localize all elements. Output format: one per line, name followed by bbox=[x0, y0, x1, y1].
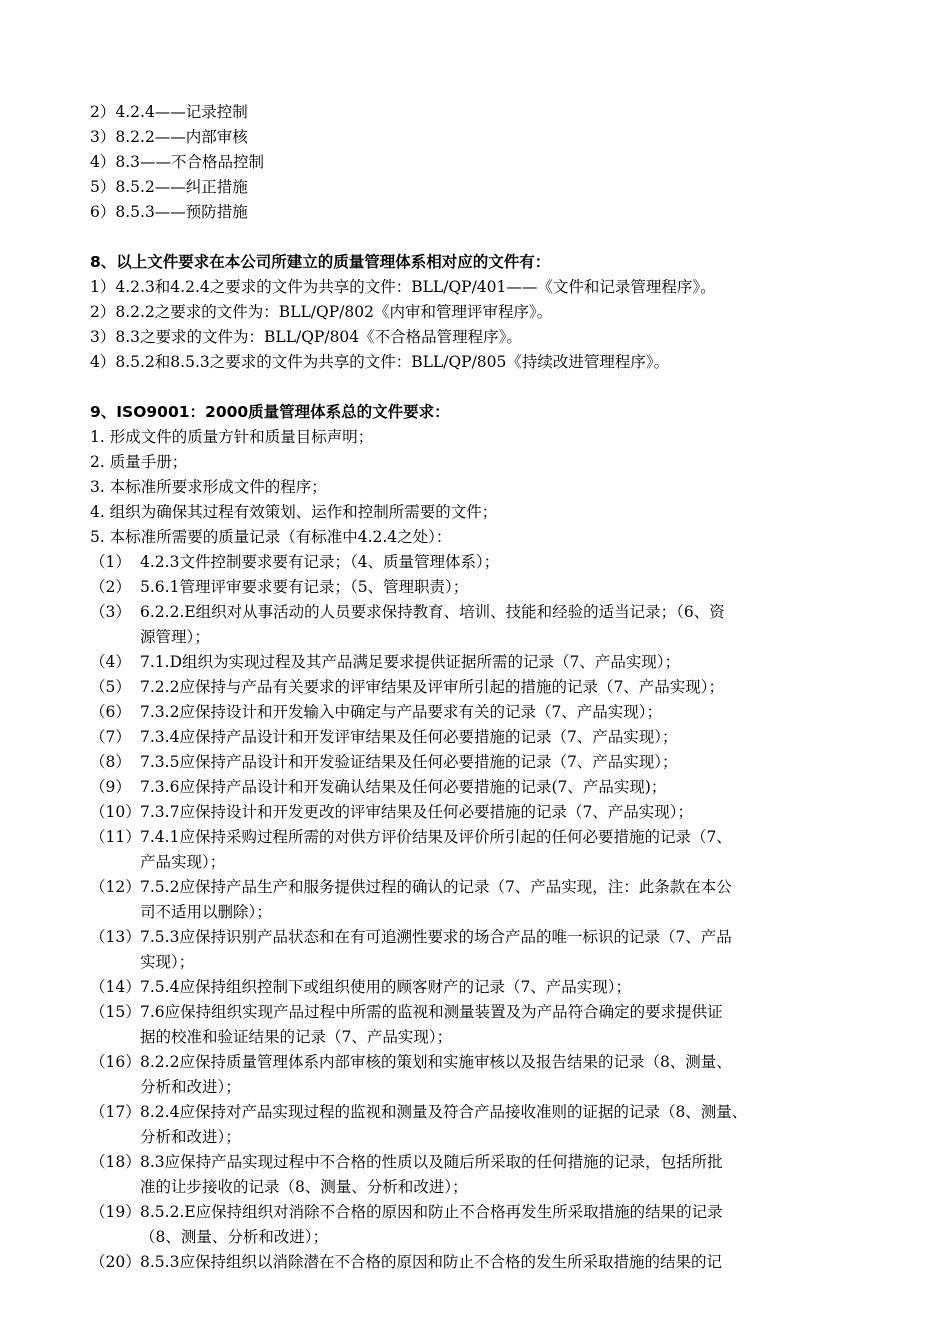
record-item bbox=[90, 550, 890, 575]
list-item: 4. 组织为确保其过程有效策划、运作和控制所需要的文件； bbox=[90, 503, 498, 521]
record-text-line: 司不适用以删除）； bbox=[140, 903, 272, 921]
record-item bbox=[90, 700, 890, 725]
record-text-line: 7.3.7应保持设计和开发更改的评审结果及任何必要措施的记录（7、产品实现）； bbox=[140, 803, 694, 821]
spacer bbox=[90, 225, 890, 250]
record-item bbox=[90, 575, 890, 600]
record-text bbox=[140, 775, 890, 800]
list-item: 6）8.5.3——预防措施 bbox=[90, 203, 248, 221]
record-number: （1） bbox=[90, 553, 131, 571]
record-text bbox=[140, 800, 890, 825]
record-text-line: 8.2.4应保持对产品实现过程的监视和测量及符合产品接收准则的证据的记录（8、测量、 bbox=[140, 1103, 748, 1121]
list-item: 2. 质量手册； bbox=[90, 453, 188, 471]
record-number: （12） bbox=[90, 878, 141, 896]
list-item: 5）8.5.2——纠正措施 bbox=[90, 178, 248, 196]
record-item bbox=[90, 600, 890, 650]
record-text bbox=[140, 650, 890, 675]
list-item: 3）8.2.2——内部审核 bbox=[90, 128, 248, 146]
record-text bbox=[140, 1250, 890, 1275]
record-number: （11） bbox=[90, 828, 141, 846]
record-item bbox=[90, 675, 890, 700]
record-item bbox=[90, 825, 890, 875]
record-number: （5） bbox=[90, 678, 131, 696]
record-item bbox=[90, 1200, 890, 1250]
record-text bbox=[140, 1000, 890, 1050]
list-item: 5. 本标准所需要的质量记录（有标准中4.2.4之处）： bbox=[90, 528, 452, 546]
document-page bbox=[90, 100, 890, 1275]
record-number: （6） bbox=[90, 703, 131, 721]
record-text bbox=[140, 1200, 890, 1250]
record-number: （20） bbox=[90, 1253, 141, 1271]
record-text bbox=[140, 725, 890, 750]
list-item: 4）8.5.2和8.5.3之要求的文件为共享的文件：BLL/QP/805《持续改进管理程序》。 bbox=[90, 353, 670, 371]
record-number: （8） bbox=[90, 753, 131, 771]
record-text bbox=[140, 825, 890, 875]
record-number: （3） bbox=[90, 603, 131, 621]
spacer bbox=[90, 375, 890, 400]
record-number: （2） bbox=[90, 578, 131, 596]
record-text-line: 8.5.3应保持组织以消除潜在不合格的原因和防止不合格的发生所采取措施的结果的记 bbox=[140, 1253, 722, 1271]
record-item bbox=[90, 1000, 890, 1050]
record-text bbox=[140, 750, 890, 775]
record-number: （4） bbox=[90, 653, 131, 671]
record-item bbox=[90, 1150, 890, 1200]
record-text bbox=[140, 675, 890, 700]
top-list bbox=[90, 100, 890, 225]
record-text-line: 7.5.4应保持组织控制下或组织使用的顾客财产的记录（7、产品实现）； bbox=[140, 978, 632, 996]
record-text-line: 分析和改进）； bbox=[140, 1078, 241, 1096]
record-text-line: 实现）； bbox=[140, 953, 195, 971]
record-text-line: 源管理）； bbox=[140, 628, 210, 646]
record-text-line: 7.5.2应保持产品生产和服务提供过程的确认的记录（7、产品实现，注：此条款在本公 bbox=[140, 878, 732, 896]
list-item: 3）8.3之要求的文件为：BLL/QP/804《不合格品管理程序》。 bbox=[90, 328, 522, 346]
list-item: 2）8.2.2之要求的文件为：BLL/QP/802《内审和管理评审程序》。 bbox=[90, 303, 553, 321]
record-item bbox=[90, 750, 890, 775]
record-item bbox=[90, 925, 890, 975]
record-item bbox=[90, 1100, 890, 1150]
record-text-line: 7.2.2应保持与产品有关要求的评审结果及评审所引起的措施的记录（7、产品实现）； bbox=[140, 678, 725, 696]
record-text-line: 7.4.1应保持采购过程所需的对供方评价结果及评价所引起的任何必要措施的记录（7、 bbox=[140, 828, 732, 846]
record-text bbox=[140, 875, 890, 925]
record-text bbox=[140, 1050, 890, 1100]
record-item bbox=[90, 875, 890, 925]
record-text-line: 准的让步接收的记录（8、测量、分析和改进）； bbox=[140, 1178, 468, 1196]
record-text-line: 7.3.6应保持产品设计和开发确认结果及任何必要措施的记录(7、产品实现)； bbox=[140, 778, 667, 796]
record-number: （19） bbox=[90, 1203, 141, 1221]
record-item bbox=[90, 975, 890, 1000]
record-item bbox=[90, 725, 890, 750]
section-heading: 8、以上文件要求在本公司所建立的质量管理体系相对应的文件有： bbox=[90, 253, 551, 271]
record-text-line: 8.5.2.E应保持组织对消除不合格的原因和防止不合格再发生所采取措施的结果的记录 bbox=[140, 1203, 723, 1221]
record-number: （10） bbox=[90, 803, 141, 821]
record-number: （18） bbox=[90, 1153, 141, 1171]
record-item bbox=[90, 1250, 890, 1275]
record-text-line: 7.3.5应保持产品设计和开发验证结果及任何必要措施的记录（7、产品实现）； bbox=[140, 753, 678, 771]
record-text bbox=[140, 925, 890, 975]
record-item bbox=[90, 1050, 890, 1100]
record-item bbox=[90, 800, 890, 825]
record-text-line: 4.2.3文件控制要求要有记录；（4、质量管理体系）； bbox=[140, 553, 500, 571]
list-item: 2）4.2.4——记录控制 bbox=[90, 103, 248, 121]
section-9 bbox=[90, 400, 890, 1275]
record-number: （9） bbox=[90, 778, 131, 796]
record-text-line: 据的校准和验证结果的记录（7、产品实现）； bbox=[140, 1028, 453, 1046]
record-number: （13） bbox=[90, 928, 141, 946]
record-text-line: 6.2.2.E组织对从事活动的人员要求保持教育、培训、技能和经验的适当记录；（6、资 bbox=[140, 603, 725, 621]
record-text-line: 5.6.1管理评审要求要有记录；（5、管理职责）； bbox=[140, 578, 469, 596]
record-number: （7） bbox=[90, 728, 131, 746]
record-text-line: 7.3.4应保持产品设计和开发评审结果及任何必要措施的记录（7、产品实现）； bbox=[140, 728, 678, 746]
record-text bbox=[140, 700, 890, 725]
record-text-line: 分析和改进）； bbox=[140, 1128, 241, 1146]
record-number: （14） bbox=[90, 978, 141, 996]
list-item: 3. 本标准所要求形成文件的程序； bbox=[90, 478, 327, 496]
section-heading: 9、ISO9001：2000质量管理体系总的文件要求： bbox=[90, 403, 450, 421]
list-item: 1. 形成文件的质量方针和质量目标声明； bbox=[90, 428, 374, 446]
record-text-line: 7.3.2应保持设计和开发输入中确定与产品要求有关的记录（7、产品实现）； bbox=[140, 703, 663, 721]
record-text-line: 8.3应保持产品实现过程中不合格的性质以及随后所采取的任何措施的记录，包括所批 bbox=[140, 1153, 723, 1171]
list-item: 1）4.2.3和4.2.4之要求的文件为共享的文件：BLL/QP/401——《文件和记录管理程序》。 bbox=[90, 278, 716, 296]
record-list bbox=[90, 550, 890, 1275]
record-text-line: 7.1.D组织为实现过程及其产品满足要求提供证据所需的记录（7、产品实现）； bbox=[140, 653, 681, 671]
record-text bbox=[140, 600, 890, 650]
record-number: （16） bbox=[90, 1053, 141, 1071]
record-text bbox=[140, 550, 890, 575]
record-text-line: 7.6应保持组织实现产品过程中所需的监视和测量装置及为产品符合确定的要求提供证 bbox=[140, 1003, 723, 1021]
record-item bbox=[90, 775, 890, 800]
record-item bbox=[90, 650, 890, 675]
list-item: 4）8.3——不合格品控制 bbox=[90, 153, 265, 171]
record-text bbox=[140, 975, 890, 1000]
record-text-line: （8、测量、分析和改进）； bbox=[140, 1228, 329, 1246]
record-text bbox=[140, 575, 890, 600]
record-text bbox=[140, 1100, 890, 1150]
record-number: （17） bbox=[90, 1103, 141, 1121]
record-text bbox=[140, 1150, 890, 1200]
record-text-line: 7.5.3应保持识别产品状态和在有可追溯性要求的场合产品的唯一标识的记录（7、产品 bbox=[140, 928, 732, 946]
record-text-line: 8.2.2应保持质量管理体系内部审核的策划和实施审核以及报告结果的记录（8、测量、 bbox=[140, 1053, 732, 1071]
section-8 bbox=[90, 250, 890, 375]
record-number: （15） bbox=[90, 1003, 141, 1021]
record-text-line: 产品实现）； bbox=[140, 853, 226, 871]
